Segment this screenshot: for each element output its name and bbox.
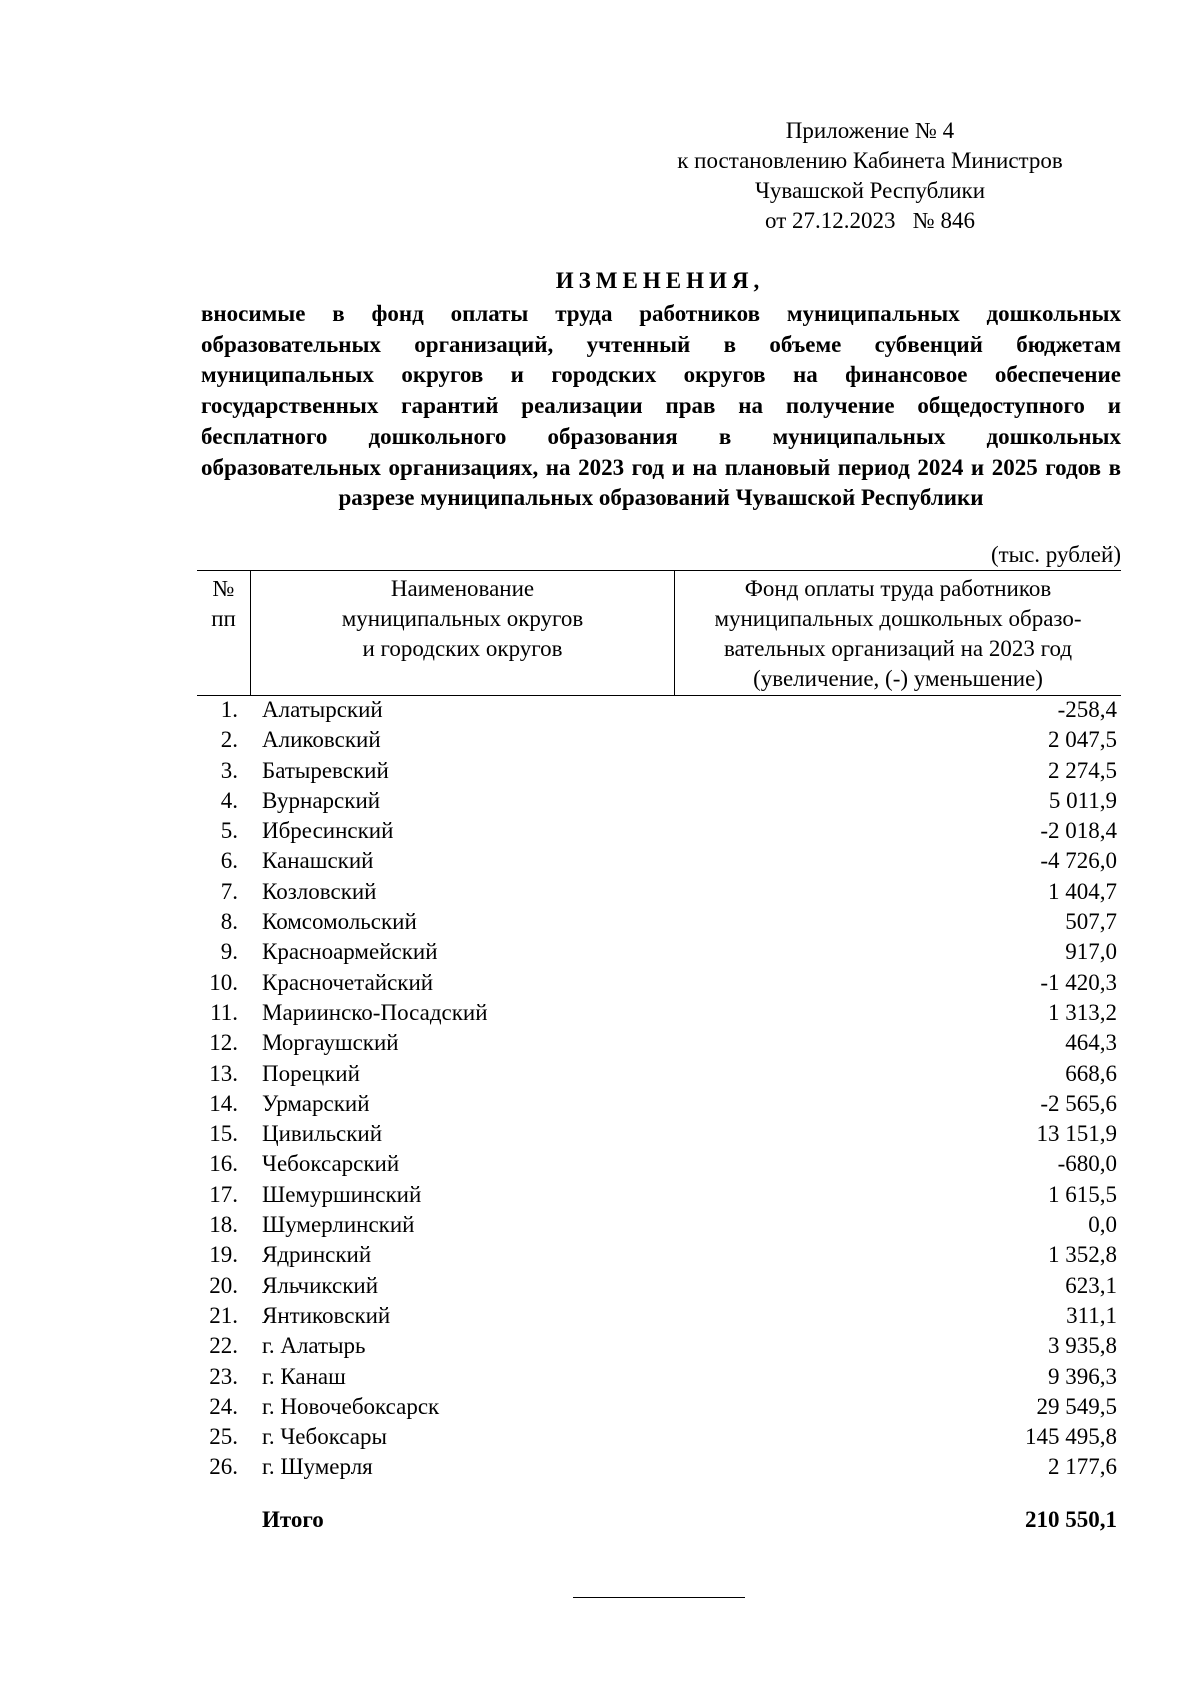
row-name: г. Канаш <box>262 1363 346 1389</box>
row-number: 19. <box>209 1242 238 1268</box>
row-name: Комсомольский <box>262 909 417 935</box>
row-number: 13. <box>209 1060 238 1086</box>
table-row <box>197 786 1121 816</box>
table-row <box>197 877 1121 907</box>
header-name-line-2: муниципальных округов <box>341 606 584 631</box>
row-value: 5 011,9 <box>1048 787 1117 813</box>
appendix-line-4: от 27.12.2023 № 846 <box>765 208 975 233</box>
row-name: Ибресинский <box>262 818 394 844</box>
header-fund-line-4: (увеличение, (-) уменьшение) <box>753 666 1043 691</box>
row-value: 2 047,5 <box>1048 727 1117 753</box>
row-name: Батыревский <box>262 757 389 783</box>
total-label: Итого <box>262 1507 324 1532</box>
row-name: Красноармейский <box>262 939 438 965</box>
table-row <box>197 1392 1121 1422</box>
row-number: 26. <box>209 1454 238 1480</box>
table-row <box>197 695 1121 725</box>
row-name: г. Алатырь <box>262 1333 366 1359</box>
table-row <box>197 998 1121 1028</box>
row-number: 10. <box>209 969 238 995</box>
table-row <box>197 725 1121 755</box>
row-value: -258,4 <box>1057 697 1117 722</box>
table-body <box>197 695 1121 1483</box>
row-name: Янтиковский <box>262 1302 391 1328</box>
row-number: 18. <box>209 1212 238 1238</box>
row-value: 668,6 <box>1065 1060 1117 1086</box>
total-row <box>197 1505 1121 1537</box>
row-number: 11. <box>210 999 238 1025</box>
row-number: 22. <box>209 1333 238 1359</box>
row-value: -1 420,3 <box>1040 969 1117 995</box>
row-value: 29 549,5 <box>1036 1393 1117 1419</box>
row-value: -4 726,0 <box>1040 848 1117 874</box>
row-name: Цивильский <box>262 1121 383 1147</box>
row-number: 24. <box>209 1393 238 1419</box>
row-value: 145 495,8 <box>1025 1424 1117 1450</box>
header-fund-line-2: муниципальных дошкольных образо- <box>714 606 1082 631</box>
row-name: Порецкий <box>262 1060 360 1086</box>
row-number: 20. <box>209 1272 238 1298</box>
row-value: -2 018,4 <box>1040 818 1117 844</box>
appendix-line-2: к постановлению Кабинета Министров <box>677 148 1063 173</box>
row-value: -2 565,6 <box>1040 1090 1117 1116</box>
row-value: -680,0 <box>1057 1151 1117 1177</box>
row-name: Вурнарский <box>262 787 381 813</box>
row-name: Канашский <box>262 848 374 874</box>
header-number-line-2: пп <box>211 606 236 631</box>
row-number: 4. <box>220 787 238 813</box>
document-title: ИЗМЕНЕНИЯ, <box>555 268 765 293</box>
table-row <box>197 816 1121 846</box>
row-name: Шемуршинский <box>262 1181 422 1207</box>
table-row <box>197 1210 1121 1240</box>
header-number <box>197 571 250 695</box>
table-row <box>197 1452 1121 1482</box>
total-value: 210 550,1 <box>1025 1507 1117 1532</box>
row-number: 12. <box>209 1030 238 1056</box>
appendix-block <box>640 116 1100 236</box>
row-number: 17. <box>209 1181 238 1207</box>
row-number: 8. <box>220 909 238 935</box>
row-value: 623,1 <box>1065 1272 1117 1298</box>
row-name: Чебоксарский <box>262 1151 400 1177</box>
table-row <box>197 1422 1121 1452</box>
document-subtitle: вносимые в фонд оплаты труда работников муниципальных дошкольных образовательных организаций, учтенный в объеме субвенций бюджетам муниципальных округов и городских округов на финансовое обеспечение государственных гарантий реализации прав на получение общедоступного и бесплатного дошкольного образования в муниципальных дошкольных образовательных организациях, на 2023 год и на плановый период 2024 и 2025 годов в разрезе муниципальных образований Чувашской Республики <box>201 301 1121 511</box>
header-name-line-1: Наименование <box>390 576 535 601</box>
table-row <box>197 1362 1121 1392</box>
row-number: 1. <box>220 697 238 722</box>
row-number: 23. <box>209 1363 238 1389</box>
table-row <box>197 1240 1121 1270</box>
table-row <box>197 1149 1121 1179</box>
row-name: г. Новочебоксарск <box>262 1393 440 1419</box>
header-number-line-1: № <box>212 576 235 601</box>
row-number: 9. <box>220 939 238 965</box>
table-row <box>197 937 1121 967</box>
row-value: 311,1 <box>1066 1302 1117 1328</box>
row-number: 15. <box>209 1121 238 1147</box>
row-value: 1 352,8 <box>1048 1242 1117 1268</box>
row-number: 14. <box>209 1090 238 1116</box>
table-row <box>197 756 1121 786</box>
row-name: Алатырский <box>262 697 383 722</box>
table-row <box>197 1059 1121 1089</box>
row-name: г. Шумерля <box>262 1454 373 1480</box>
row-value: 9 396,3 <box>1048 1363 1117 1389</box>
row-name: Шумерлинский <box>262 1212 415 1238</box>
table-row <box>197 1028 1121 1058</box>
row-value: 3 935,8 <box>1048 1333 1117 1359</box>
row-name: Моргаушский <box>262 1030 399 1056</box>
table-row <box>197 1089 1121 1119</box>
units-label: (тыс. рублей) <box>990 542 1121 567</box>
row-name: Мариинско-Посадский <box>262 999 488 1025</box>
row-name: Козловский <box>262 878 377 904</box>
table-row <box>197 907 1121 937</box>
row-value: 13 151,9 <box>1036 1121 1117 1147</box>
row-value: 464,3 <box>1065 1030 1117 1056</box>
row-value: 0,0 <box>1088 1212 1117 1238</box>
table-row <box>197 846 1121 876</box>
row-number: 25. <box>209 1424 238 1450</box>
row-number: 2. <box>220 727 238 753</box>
appendix-line-1: Приложение № 4 <box>785 118 955 143</box>
row-number: 16. <box>209 1151 238 1177</box>
table-header <box>197 570 1121 696</box>
header-name-line-3: и городских округов <box>362 636 563 661</box>
table-row <box>197 1301 1121 1331</box>
header-fund-line-3: вательных организаций на 2023 год <box>723 636 1073 661</box>
row-name: Яльчикский <box>262 1272 379 1298</box>
row-value: 1 404,7 <box>1048 878 1117 904</box>
row-name: Красночетайский <box>262 969 434 995</box>
header-fund-line-1: Фонд оплаты труда работников <box>744 576 1052 601</box>
row-value: 507,7 <box>1065 909 1117 935</box>
row-number: 21. <box>209 1302 238 1328</box>
end-divider <box>573 1597 745 1598</box>
header-fund <box>674 571 1121 695</box>
row-value: 2 177,6 <box>1048 1454 1117 1480</box>
row-value: 1 313,2 <box>1048 999 1117 1025</box>
row-name: Ядринский <box>262 1242 372 1268</box>
appendix-line-3: Чувашской Республики <box>754 178 986 203</box>
row-name: Аликовский <box>262 727 381 753</box>
row-value: 917,0 <box>1065 939 1117 965</box>
row-number: 5. <box>220 818 238 844</box>
row-name: Урмарский <box>262 1090 370 1116</box>
row-name: г. Чебоксары <box>262 1424 387 1450</box>
row-number: 6. <box>220 848 238 874</box>
table-row <box>197 1180 1121 1210</box>
row-value: 1 615,5 <box>1048 1181 1117 1207</box>
table-row <box>197 968 1121 998</box>
table-row <box>197 1331 1121 1361</box>
table-row <box>197 1119 1121 1149</box>
row-number: 3. <box>220 757 238 783</box>
row-value: 2 274,5 <box>1048 757 1117 783</box>
header-name <box>250 571 674 695</box>
table-row <box>197 1271 1121 1301</box>
row-number: 7. <box>220 878 238 904</box>
